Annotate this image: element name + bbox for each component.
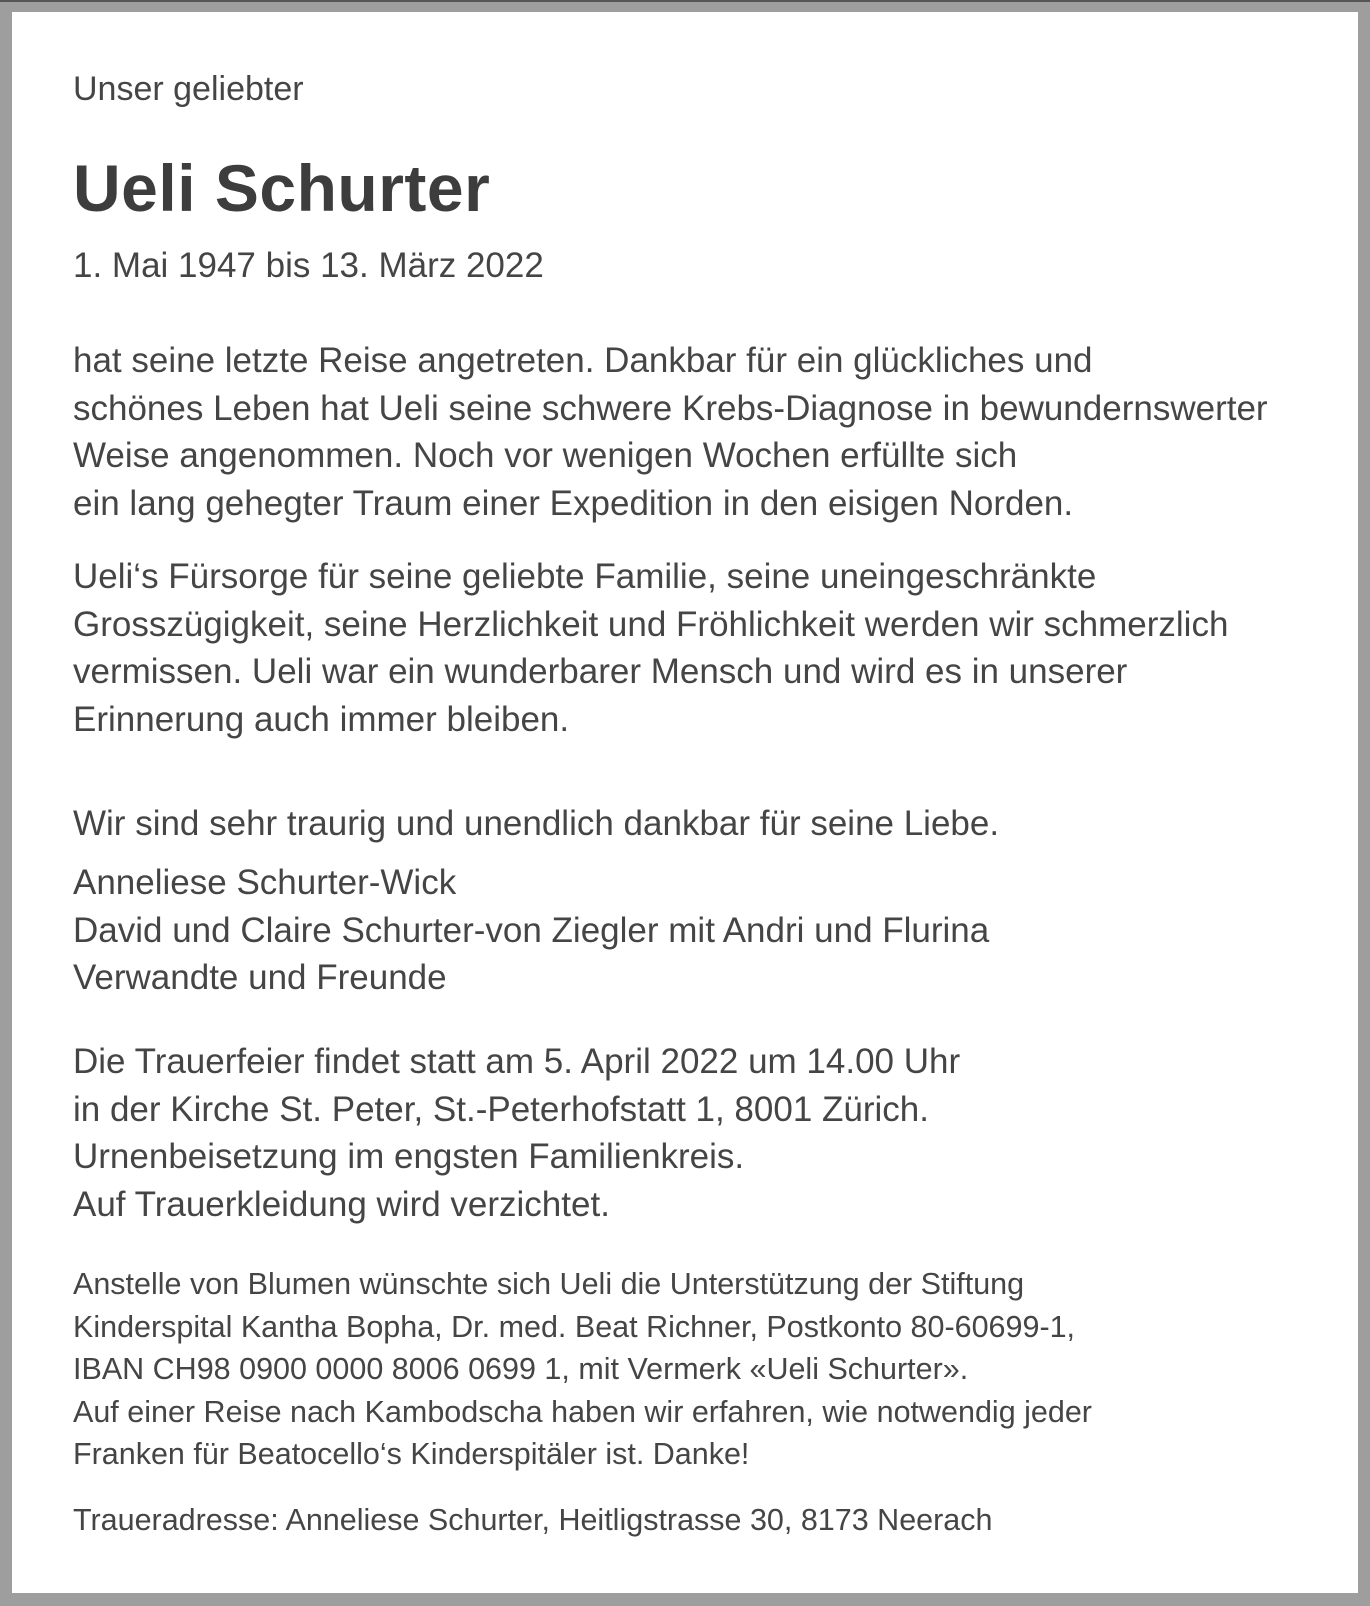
text-line: Auf Trauerkleidung wird verzichtet. [73, 1184, 610, 1224]
intro-text: Unser geliebter [73, 70, 304, 108]
funeral-service-info [73, 1038, 960, 1228]
deceased-name: Ueli Schurter [73, 151, 491, 225]
text-line: Anstelle von Blumen wünschte sich Ueli die Unterstützung der Stiftung [73, 1267, 1025, 1301]
text-line: Grosszügigkeit, seine Herzlichkeit und Fröhlichkeit werden wir schmerzlich [73, 604, 1229, 644]
text-line: Erinnerung auch immer bleiben. [73, 699, 570, 739]
paragraph-1 [73, 337, 1268, 527]
text-line: vermissen. Ueli war ein wunderbarer Mensch und wird es in unserer [73, 652, 1128, 691]
donation-info [73, 1263, 1092, 1476]
thanks-line: Wir sind sehr traurig und unendlich dankbar für seine Liebe. [73, 804, 1000, 843]
frame-top-line [0, 0, 1370, 2]
text-line: Urnenbeisetzung im engsten Familienkreis. [73, 1137, 745, 1176]
text-line: hat seine letzte Reise angetreten. Dankbar für ein glückliches und [73, 341, 1093, 380]
text-line: in der Kirche St. Peter, St.-Peterhofstatt 1, 8001 Zürich. [73, 1089, 929, 1129]
family-member: Verwandte und Freunde [73, 958, 447, 997]
text-line: Auf einer Reise nach Kambodscha haben wir erfahren, wie notwendig jeder [73, 1394, 1092, 1429]
mourning-address: Traueradresse: Anneliese Schurter, Heitligstrasse 30, 8173 Neerach [73, 1503, 993, 1537]
text-line: Kinderspital Kantha Bopha, Dr. med. Beat Richner, Postkonto 80-60699-1, [73, 1309, 1076, 1344]
text-line: Die Trauerfeier findet statt am 5. April 2022 um 14.00 Uhr [73, 1042, 961, 1081]
text-line: Franken für Beatocello‘s Kinderspitäler ist. Danke! [73, 1437, 750, 1472]
family-member: David und Claire Schurter-von Ziegler mit Andri und Flurina [73, 910, 990, 950]
family-signatures [73, 859, 989, 1002]
paragraph-2 [73, 553, 1228, 743]
text-line: IBAN CH98 0900 0000 8006 0699 1, mit Vermerk «Ueli Schurter». [73, 1352, 969, 1387]
text-line: ein lang gehegter Traum einer Expedition in den eisigen Norden. [73, 483, 1074, 523]
text-line: Weise angenommen. Noch vor wenigen Wochen erfüllte sich [73, 436, 1018, 475]
life-dates: 1. Mai 1947 bis 13. März 2022 [73, 246, 544, 285]
text-line: Ueli‘s Fürsorge für seine geliebte Familie, seine uneingeschränkte [73, 557, 1097, 596]
family-member: Anneliese Schurter-Wick [73, 863, 457, 902]
text-line: schönes Leben hat Ueli seine schwere Krebs-Diagnose in bewundernswerter [73, 388, 1268, 428]
